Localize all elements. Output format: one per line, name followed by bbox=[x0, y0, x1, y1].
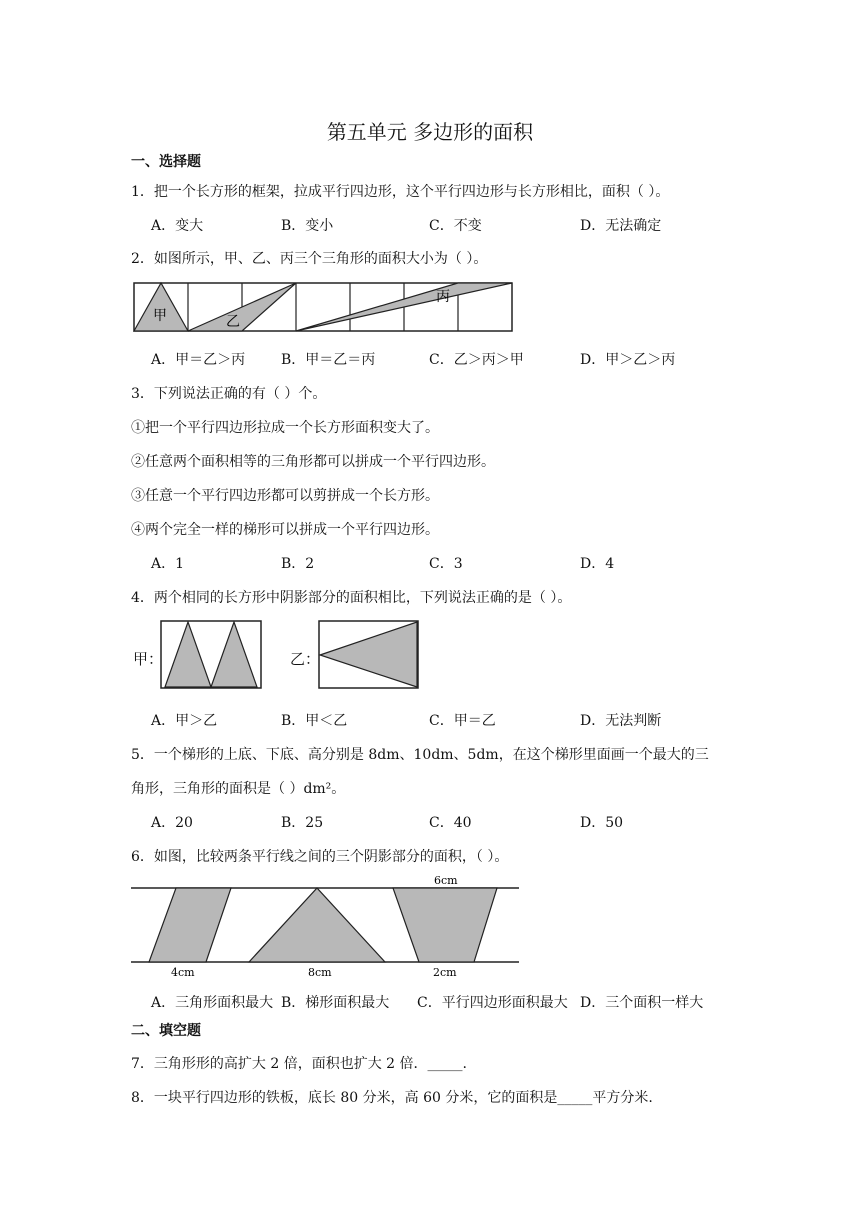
q8-text: 8．一块平行四边形的铁板，底长 80 分米，高 60 分米，它的面积是 bbox=[131, 1090, 558, 1106]
q5-option-a[interactable]: A．20 bbox=[151, 815, 193, 831]
q4-option-a[interactable]: A．甲＞乙 bbox=[151, 713, 218, 729]
question-4: 4．两个相同的长方形中阴影部分的面积相比，下列说法正确的是（ ）。 bbox=[131, 590, 572, 606]
q3-option-d[interactable]: D．4 bbox=[580, 556, 615, 572]
q8-blank[interactable]: _____ bbox=[557, 1090, 593, 1106]
q3-option-c[interactable]: C．3 bbox=[429, 556, 463, 572]
question-5-cont: 角形，三角形的面积是（ ）dm²。 bbox=[131, 781, 346, 797]
q6-figure bbox=[131, 872, 521, 980]
question-8 bbox=[131, 1087, 653, 1107]
q2-option-a[interactable]: A．甲＝乙＞丙 bbox=[151, 352, 246, 368]
q1-option-c[interactable]: C．不变 bbox=[429, 218, 482, 234]
parallelogram bbox=[149, 888, 231, 962]
q4-option-d[interactable]: D．无法判断 bbox=[580, 713, 662, 729]
q7-tail: . bbox=[462, 1056, 467, 1072]
label-jia-rect: 甲： bbox=[133, 650, 164, 668]
q3-statement-1: ①把一个平行四边形拉成一个长方形面积变大了。 bbox=[131, 420, 439, 436]
question-6: 6．如图，比较两条平行线之间的三个阴影部分的面积，（ ）。 bbox=[131, 849, 509, 865]
question-2: 2．如图所示，甲、乙、丙三个三角形的面积大小为（ ）。 bbox=[131, 251, 488, 267]
label-jia: 甲 bbox=[153, 308, 167, 324]
q6-option-b[interactable]: B．梯形面积最大 bbox=[281, 995, 390, 1011]
q6-option-a[interactable]: A．三角形面积最大 bbox=[151, 995, 274, 1011]
q4-figure-jia bbox=[160, 620, 262, 690]
label-6cm: 6cm bbox=[434, 874, 458, 887]
label-8cm: 8cm bbox=[308, 966, 332, 979]
q3-option-a[interactable]: A．1 bbox=[151, 556, 185, 572]
q7-text: 7．三角形形的高扩大 2 倍，面积也扩大 2 倍． bbox=[131, 1056, 428, 1072]
q3-statement-3: ③任意一个平行四边形都可以剪拼成一个长方形。 bbox=[131, 488, 439, 504]
q4-figure-yi bbox=[318, 620, 419, 690]
q2-option-c[interactable]: C．乙＞丙＞甲 bbox=[429, 352, 524, 368]
label-yi: 乙 bbox=[226, 314, 240, 330]
q2-option-d[interactable]: D．甲＞乙＞丙 bbox=[580, 352, 676, 368]
label-4cm: 4cm bbox=[171, 966, 195, 979]
q6-option-d[interactable]: D．三个面积一样大 bbox=[580, 995, 704, 1011]
q7-blank[interactable]: _____ bbox=[427, 1056, 463, 1072]
trapezoid bbox=[393, 888, 497, 962]
q5-option-c[interactable]: C．40 bbox=[429, 815, 472, 831]
q3-statement-4: ④两个完全一样的梯形可以拼成一个平行四边形。 bbox=[131, 522, 439, 538]
q2-option-b[interactable]: B．甲＝乙＝丙 bbox=[281, 352, 376, 368]
q6-option-c[interactable]: C．平行四边形面积最大 bbox=[417, 995, 568, 1011]
label-2cm: 2cm bbox=[433, 966, 457, 979]
page-title: 第五单元 多边形的面积 bbox=[326, 120, 534, 144]
q4-option-b[interactable]: B．甲＜乙 bbox=[281, 713, 348, 729]
q1-option-d[interactable]: D．无法确定 bbox=[580, 218, 662, 234]
q3-statement-2: ②任意两个面积相等的三角形都可以拼成一个平行四边形。 bbox=[131, 454, 495, 470]
q4-option-c[interactable]: C．甲＝乙 bbox=[429, 713, 496, 729]
q5-option-d[interactable]: D．50 bbox=[580, 815, 624, 831]
q3-option-b[interactable]: B．2 bbox=[281, 556, 315, 572]
section-heading-choice: 一、选择题 bbox=[131, 154, 201, 170]
q1-option-b[interactable]: B．变小 bbox=[281, 218, 334, 234]
section-heading-fill: 二、填空题 bbox=[131, 1023, 201, 1039]
q1-option-a[interactable]: A．变大 bbox=[151, 218, 204, 234]
q8-tail: 平方分米. bbox=[592, 1090, 653, 1106]
q5-option-b[interactable]: B．25 bbox=[281, 815, 324, 831]
label-yi-rect: 乙： bbox=[290, 650, 321, 668]
question-7 bbox=[131, 1053, 467, 1073]
label-bing: 丙 bbox=[436, 289, 450, 305]
question-1: 1．把一个长方形的框架，拉成平行四边形，这个平行四边形与长方形相比，面积（ ）。 bbox=[131, 184, 670, 200]
q2-figure bbox=[131, 280, 515, 334]
question-5: 5．一个梯形的上底、下底、高分别是 8dm、10dm、5dm，在这个梯形里面画一个最大的三 bbox=[131, 747, 709, 763]
triangle bbox=[249, 888, 385, 962]
question-3: 3．下列说法正确的有（ ）个。 bbox=[131, 386, 327, 402]
